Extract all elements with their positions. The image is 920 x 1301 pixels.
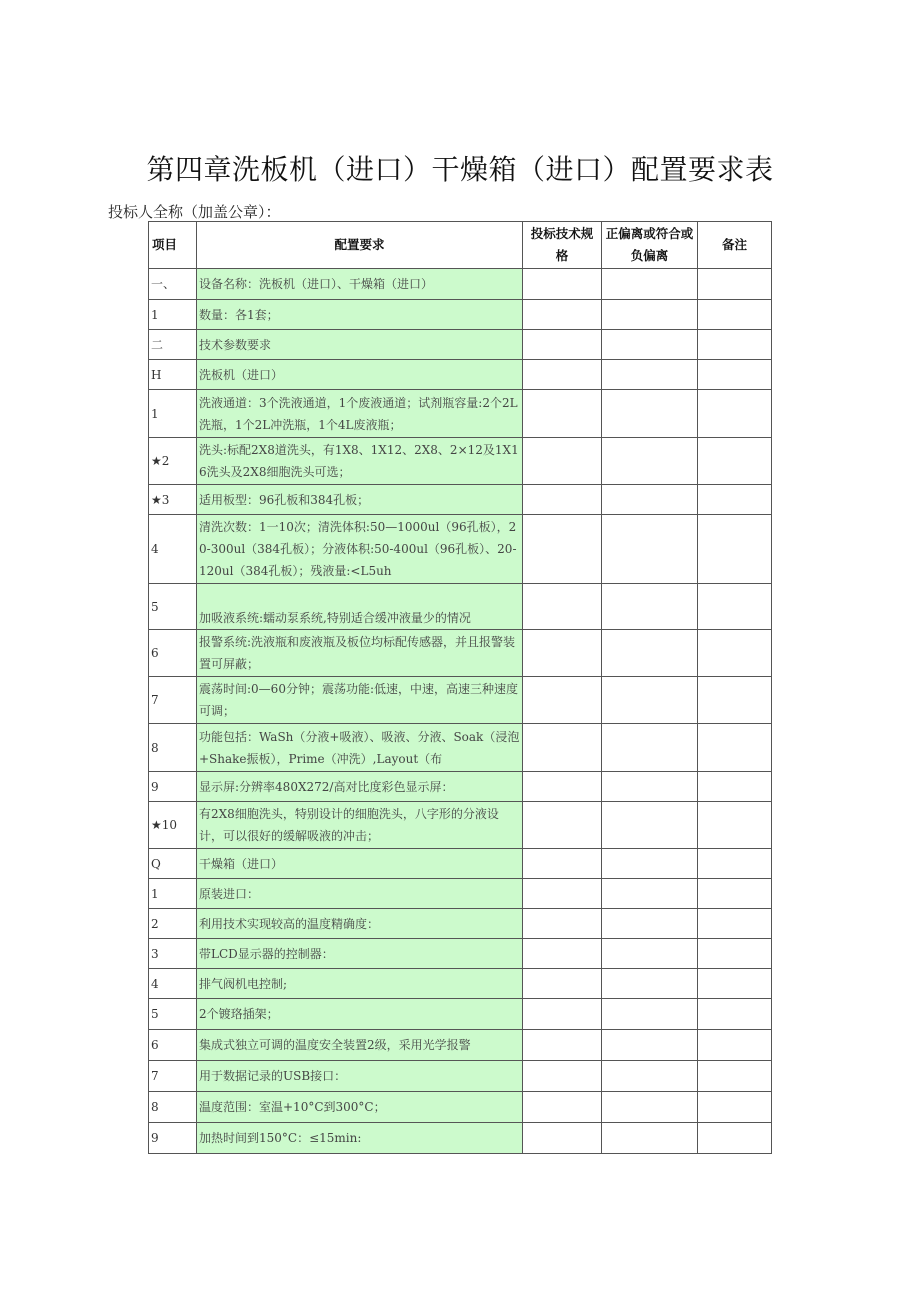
row-remark-cell[interactable] [698, 485, 772, 515]
table-row [149, 802, 772, 849]
row-item-number: 1 [149, 300, 197, 330]
row-requirement: 2个镀珞插架； [197, 999, 523, 1030]
row-bid-spec-cell[interactable] [523, 485, 602, 515]
row-item-number: 7 [149, 1061, 197, 1092]
row-deviation-cell[interactable] [602, 630, 698, 677]
row-item-number: H [149, 360, 197, 390]
row-item-number: 4 [149, 515, 197, 584]
row-remark-cell[interactable] [698, 999, 772, 1030]
table-row [149, 939, 772, 969]
table-row [149, 724, 772, 772]
table-row [149, 515, 772, 584]
row-deviation-cell[interactable] [602, 939, 698, 969]
row-item-number: 8 [149, 1092, 197, 1123]
row-requirement: 设备名称：洗板机（进口）、干燥箱（进口） [197, 269, 523, 300]
row-bid-spec-cell[interactable] [523, 849, 602, 879]
row-remark-cell[interactable] [698, 724, 772, 772]
row-requirement: 带LCD显示器的控制器： [197, 939, 523, 969]
row-remark-cell[interactable] [698, 1061, 772, 1092]
row-deviation-cell[interactable] [602, 390, 698, 438]
table-row [149, 1030, 772, 1061]
row-deviation-cell[interactable] [602, 1123, 698, 1154]
row-item-number: 6 [149, 630, 197, 677]
row-remark-cell[interactable] [698, 360, 772, 390]
page-title: 第四章洗板机（进口）干燥箱（进口）配置要求表 [146, 153, 774, 186]
row-bid-spec-cell[interactable] [523, 677, 602, 724]
row-remark-cell[interactable] [698, 300, 772, 330]
row-remark-cell[interactable] [698, 584, 772, 630]
row-bid-spec-cell[interactable] [523, 300, 602, 330]
row-item-number: Q [149, 849, 197, 879]
row-bid-spec-cell[interactable] [523, 1030, 602, 1061]
row-requirement: 震荡时间:0—60分钟；震荡功能:低速，中速，高速三种速度可调； [197, 677, 523, 724]
header-requirement: 配置要求 [197, 222, 523, 269]
row-bid-spec-cell[interactable] [523, 1123, 602, 1154]
row-bid-spec-cell[interactable] [523, 438, 602, 485]
row-bid-spec-cell[interactable] [523, 802, 602, 849]
row-requirement: 加热时间到150°C：≤15min: [197, 1123, 523, 1154]
row-remark-cell[interactable] [698, 677, 772, 724]
header-item: 项目 [149, 222, 197, 269]
row-bid-spec-cell[interactable] [523, 879, 602, 909]
table-row [149, 879, 772, 909]
row-requirement: 原装进口： [197, 879, 523, 909]
table-row [149, 584, 772, 630]
header-bid-spec: 投标技术规格 [523, 222, 602, 269]
configuration-requirements-table [148, 221, 772, 1154]
row-requirement: 功能包括：WaSh（分液+吸液）、吸液、分液、Soak（浸泡+Shake振板），Prime（冲洗）,Layout（布 [197, 724, 523, 772]
row-deviation-cell[interactable] [602, 515, 698, 584]
row-requirement: 温度范围：室温+10°C到300°C； [197, 1092, 523, 1123]
row-deviation-cell[interactable] [602, 1030, 698, 1061]
row-item-number: 3 [149, 939, 197, 969]
row-deviation-cell[interactable] [602, 879, 698, 909]
row-deviation-cell[interactable] [602, 1061, 698, 1092]
row-bid-spec-cell[interactable] [523, 515, 602, 584]
row-remark-cell[interactable] [698, 390, 772, 438]
table-header-row [149, 222, 772, 269]
table-row [149, 849, 772, 879]
table-row [149, 1092, 772, 1123]
row-requirement: 排气阀机电控制; [197, 969, 523, 999]
row-item-number: 二 [149, 330, 197, 360]
table-row [149, 1061, 772, 1092]
table-row [149, 630, 772, 677]
row-deviation-cell[interactable] [602, 1092, 698, 1123]
row-bid-spec-cell[interactable] [523, 724, 602, 772]
row-deviation-cell[interactable] [602, 485, 698, 515]
table-row [149, 969, 772, 999]
row-bid-spec-cell[interactable] [523, 999, 602, 1030]
row-bid-spec-cell[interactable] [523, 630, 602, 677]
row-requirement: 干燥箱（进口） [197, 849, 523, 879]
row-deviation-cell[interactable] [602, 360, 698, 390]
table-row [149, 330, 772, 360]
table-row [149, 438, 772, 485]
table-body [149, 269, 772, 1154]
row-item-number: 6 [149, 1030, 197, 1061]
row-item-number: 7 [149, 677, 197, 724]
row-bid-spec-cell[interactable] [523, 360, 602, 390]
row-item-number: 9 [149, 772, 197, 802]
row-item-number: 2 [149, 909, 197, 939]
row-item-number: 5 [149, 584, 197, 630]
row-requirement: 清洗次数：1一10次；清洗体积:50—1000ul（96孔板），20-300ul（384孔板）；分液体积:50-400ul（96孔板）、20-120ul（384孔板）；残液量:<L5uh [197, 515, 523, 584]
table-row [149, 677, 772, 724]
row-item-number: ★3 [149, 485, 197, 515]
table-row [149, 360, 772, 390]
row-requirement: 洗板机（进口） [197, 360, 523, 390]
row-bid-spec-cell[interactable] [523, 772, 602, 802]
row-requirement: 技术参数要求 [197, 330, 523, 360]
row-deviation-cell[interactable] [602, 772, 698, 802]
row-remark-cell[interactable] [698, 269, 772, 300]
row-remark-cell[interactable] [698, 1030, 772, 1061]
row-bid-spec-cell[interactable] [523, 1092, 602, 1123]
row-item-number: 一、 [149, 269, 197, 300]
row-deviation-cell[interactable] [602, 269, 698, 300]
row-item-number: 1 [149, 390, 197, 438]
table-row [149, 909, 772, 939]
row-remark-cell[interactable] [698, 1123, 772, 1154]
row-remark-cell[interactable] [698, 772, 772, 802]
row-requirement: 数量：各1套； [197, 300, 523, 330]
header-deviation: 正偏离或符合或负偏离 [602, 222, 698, 269]
table-row [149, 390, 772, 438]
row-bid-spec-cell[interactable] [523, 939, 602, 969]
row-deviation-cell[interactable] [602, 300, 698, 330]
row-deviation-cell[interactable] [602, 909, 698, 939]
bidder-name-label: 投标人全称（加盖公章）： [108, 203, 281, 221]
row-remark-cell[interactable] [698, 630, 772, 677]
row-remark-cell[interactable] [698, 802, 772, 849]
row-bid-spec-cell[interactable] [523, 330, 602, 360]
row-item-number: 1 [149, 879, 197, 909]
row-deviation-cell[interactable] [602, 677, 698, 724]
table-row [149, 772, 772, 802]
table-row [149, 999, 772, 1030]
row-requirement: 显示屏:分辨率480X272/高对比度彩色显示屏： [197, 772, 523, 802]
row-deviation-cell[interactable] [602, 724, 698, 772]
row-deviation-cell[interactable] [602, 849, 698, 879]
table-row [149, 269, 772, 300]
header-remark: 备注 [698, 222, 772, 269]
row-requirement: 用于数据记录的USB接口： [197, 1061, 523, 1092]
row-deviation-cell[interactable] [602, 438, 698, 485]
row-bid-spec-cell[interactable] [523, 584, 602, 630]
row-deviation-cell[interactable] [602, 330, 698, 360]
row-remark-cell[interactable] [698, 939, 772, 969]
row-requirement: 报警系统:洗液瓶和废液瓶及板位均标配传感器，并且报警装置可屏蔽； [197, 630, 523, 677]
row-requirement: 加吸液系统:蠕动泵系统,特别适合缓冲液量少的情况 [197, 584, 523, 630]
row-item-number: 8 [149, 724, 197, 772]
row-bid-spec-cell[interactable] [523, 969, 602, 999]
row-requirement: 有2X8细胞洗头，特别设计的细胞洗头，八字形的分液设计，可以很好的缓解吸液的冲击； [197, 802, 523, 849]
row-item-number: 4 [149, 969, 197, 999]
row-item-number: ★2 [149, 438, 197, 485]
row-requirement: 适用板型：96孔板和384孔板； [197, 485, 523, 515]
row-bid-spec-cell[interactable] [523, 269, 602, 300]
row-remark-cell[interactable] [698, 969, 772, 999]
row-deviation-cell[interactable] [602, 969, 698, 999]
row-deviation-cell[interactable] [602, 802, 698, 849]
row-item-number: ★10 [149, 802, 197, 849]
row-remark-cell[interactable] [698, 438, 772, 485]
row-bid-spec-cell[interactable] [523, 390, 602, 438]
table-row [149, 300, 772, 330]
row-bid-spec-cell[interactable] [523, 1061, 602, 1092]
row-deviation-cell[interactable] [602, 584, 698, 630]
row-item-number: 9 [149, 1123, 197, 1154]
row-requirement: 集成式独立可调的温度安全装置2级，采用光学报警 [197, 1030, 523, 1061]
row-requirement: 洗头:标配2X8道洗头，有1X8、1X12、2X8、2×12及1X16洗头及2X8细胞洗头可选； [197, 438, 523, 485]
row-deviation-cell[interactable] [602, 999, 698, 1030]
row-remark-cell[interactable] [698, 1092, 772, 1123]
table-row [149, 1123, 772, 1154]
row-remark-cell[interactable] [698, 909, 772, 939]
row-remark-cell[interactable] [698, 330, 772, 360]
table-row [149, 485, 772, 515]
row-item-number: 5 [149, 999, 197, 1030]
row-remark-cell[interactable] [698, 879, 772, 909]
row-bid-spec-cell[interactable] [523, 909, 602, 939]
row-requirement: 利用技术实现较高的温度精确度： [197, 909, 523, 939]
row-requirement: 洗液通道：3个洗液通道，1个废液通道；试剂瓶容量:2个2L洗瓶，1个2L冲洗瓶，1个4L废液瓶； [197, 390, 523, 438]
row-remark-cell[interactable] [698, 849, 772, 879]
row-remark-cell[interactable] [698, 515, 772, 584]
